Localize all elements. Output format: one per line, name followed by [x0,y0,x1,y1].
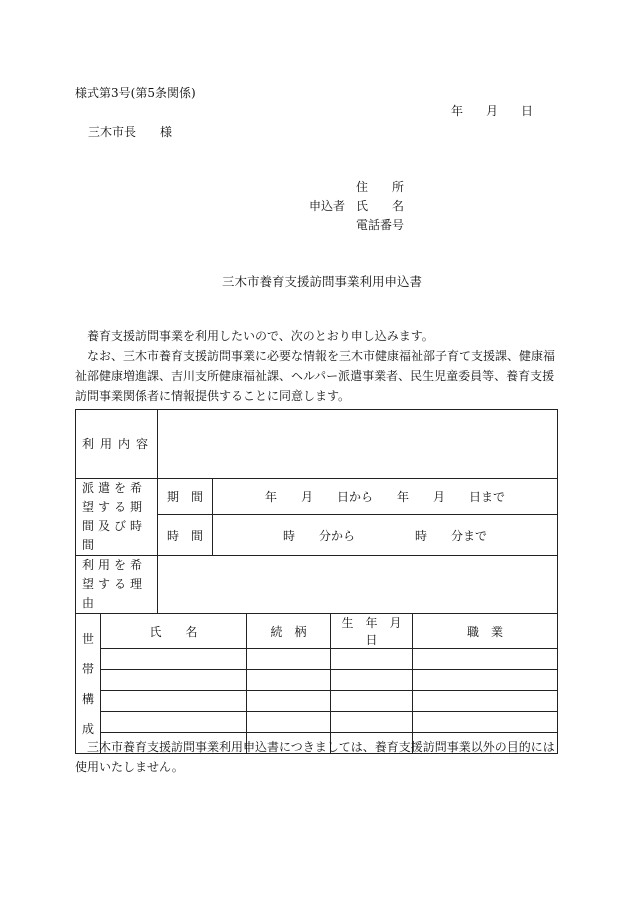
member-birthdate-cell[interactable] [331,670,413,691]
applicant-phone-label: 電話番号 [356,218,405,232]
member-name-cell[interactable] [101,670,247,691]
reason-field[interactable] [158,556,558,614]
household-char: 構 [81,691,94,706]
applicant-label: 申込者 [309,199,346,213]
column-occupation: 職 業 [413,614,558,649]
household-row [76,649,558,670]
member-name-cell[interactable] [101,691,247,712]
member-birthdate-cell[interactable] [331,712,413,733]
period-field[interactable]: 年 月 日から 年 月 日まで [213,479,558,515]
household-header-row [76,614,558,649]
member-name-cell[interactable] [101,712,247,733]
date-month: 月 [486,104,499,118]
household-row [76,691,558,712]
column-birthdate: 生 年 月 日 [331,614,413,649]
application-table [75,409,558,754]
period-row [76,479,558,515]
reason-row [76,556,558,614]
column-relation: 続 柄 [247,614,331,649]
applicant-address-label: 住 所 [356,180,405,194]
date-day: 日 [521,104,534,118]
household-row [76,712,558,733]
household-char: 帯 [81,661,94,676]
member-occupation-cell[interactable] [413,712,558,733]
column-name: 氏 名 [101,614,247,649]
intro-text [75,326,560,406]
closing-text: 三木市養育支援訪問事業利用申込書につきましては、養育支援訪問事業以外の目的には使用いたしません。 [75,740,555,774]
household-char: 世 [81,631,94,646]
time-label: 時 間 [158,515,213,556]
member-occupation-cell[interactable] [413,649,558,670]
member-birthdate-cell[interactable] [331,649,413,670]
reason-label: 利用を希望する理由 [76,556,158,614]
usage-label: 利用内容 [76,410,158,479]
page-title: 三木市養育支援訪問事業利用申込書 [222,274,423,289]
period-label: 期 間 [158,479,213,515]
intro-paragraph-1: 養育支援訪問事業を利用したいので、次のとおり申し込みます。 [87,329,434,343]
intro-paragraph-2: なお、三木市養育支援訪問事業に必要な情報を三木市健康福祉部子育て支援課、健康福祉部健康増進課、吉川支所健康福祉課、ヘルパー派遣事業者、民生児童委員等、養育支援訪問事業関係者に情報提供することに同意します。 [75,349,556,403]
member-relation-cell[interactable] [247,649,331,670]
addressee: 三木市長 様 [88,125,173,139]
household-char: 成 [81,721,94,736]
applicant-name-label: 氏 名 [356,199,405,213]
date-year: 年 [451,104,464,118]
member-occupation-cell[interactable] [413,670,558,691]
usage-row [76,410,558,479]
time-field[interactable]: 時 分から 時 分まで [213,515,558,556]
form-number: 様式第3号(第5条関係) [75,86,196,100]
member-relation-cell[interactable] [247,691,331,712]
household-row [76,670,558,691]
member-relation-cell[interactable] [247,670,331,691]
household-label [76,614,101,754]
member-occupation-cell[interactable] [413,691,558,712]
member-birthdate-cell[interactable] [331,691,413,712]
member-name-cell[interactable] [101,649,247,670]
dispatch-label: 派遣を希望する期間及び時間 [76,479,158,556]
member-relation-cell[interactable] [247,712,331,733]
usage-field[interactable] [158,410,558,479]
